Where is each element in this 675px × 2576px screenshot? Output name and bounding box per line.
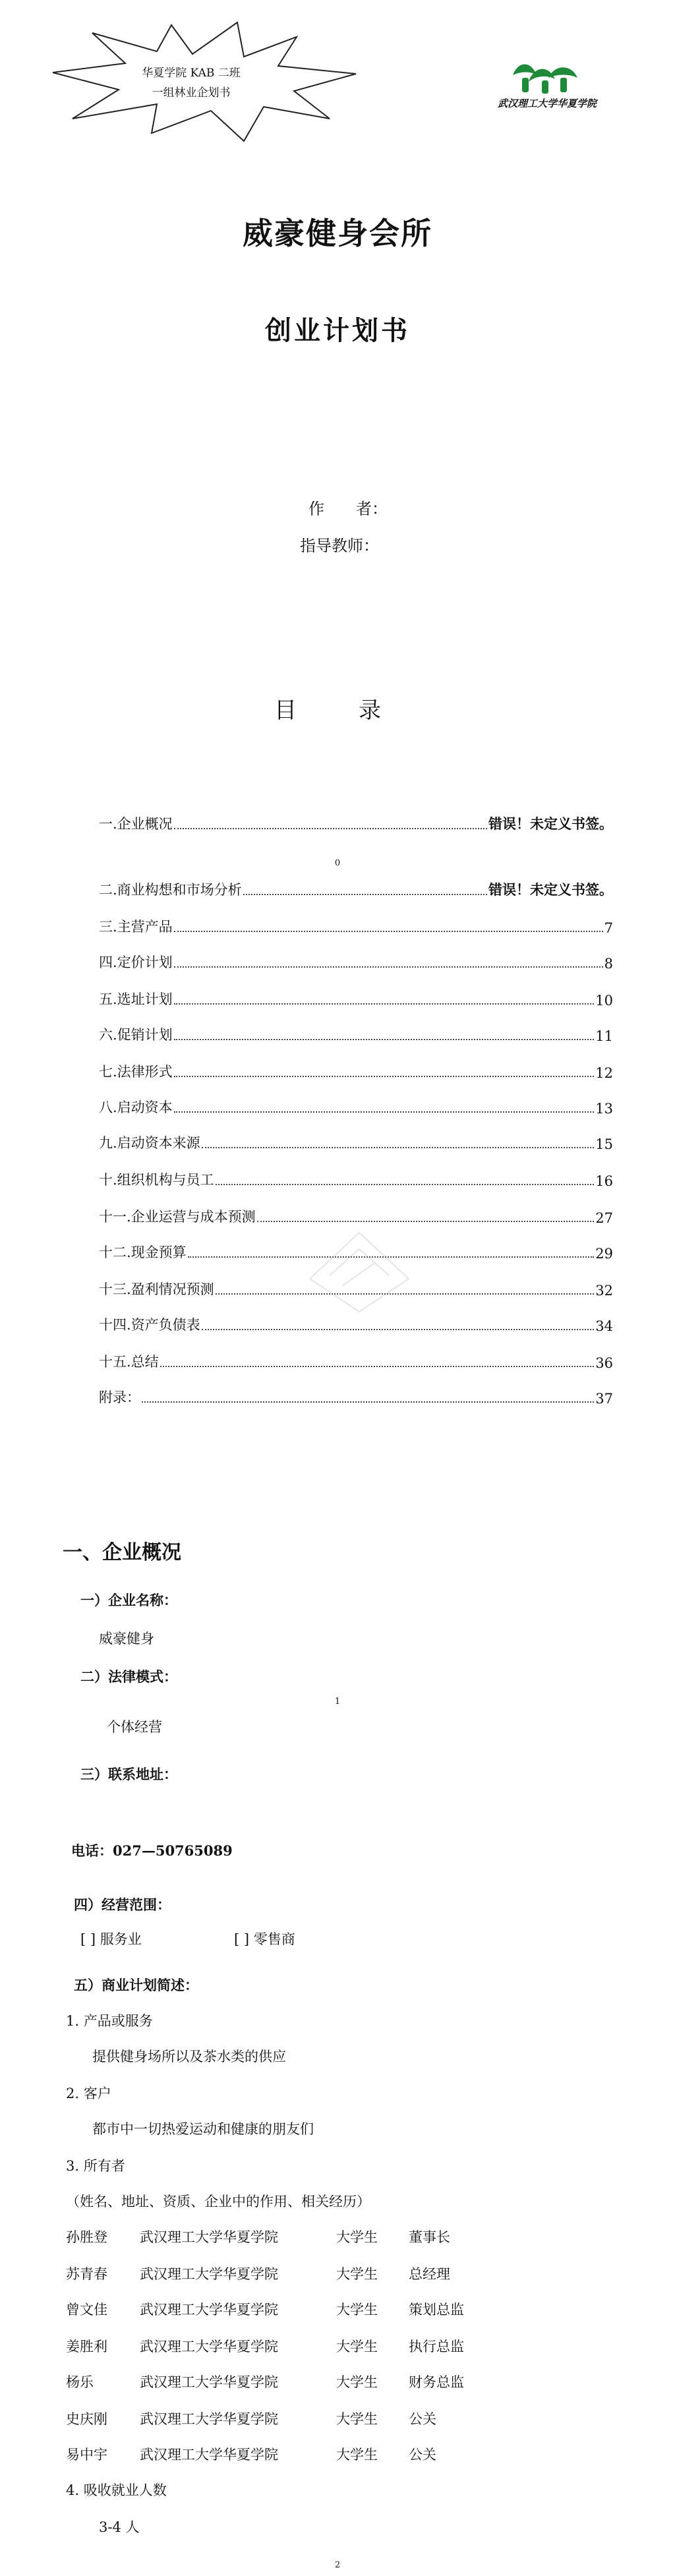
advisor-label: 指导教师： (300, 537, 379, 555)
toc-leader-dots (202, 1329, 595, 1330)
toc-entry[interactable] (99, 991, 613, 1009)
toc-entry-label: 五.选址计划 (99, 991, 173, 1007)
scope-option-retail[interactable]: [ ] 零售商 (234, 1931, 295, 1947)
item2-label: 2. 客户 (66, 2086, 111, 2101)
owner-name: 杨乐 (66, 2374, 94, 2390)
owner-school: 武汉理工大学华夏学院 (140, 2411, 278, 2427)
toc-leader-dots (174, 931, 603, 932)
toc-entry[interactable] (99, 1354, 613, 1371)
toc-entry-page: 11 (595, 1028, 613, 1044)
phone-text: 电话：027—50765089 (71, 1842, 233, 1859)
toc-entry-page: 34 (595, 1318, 613, 1334)
page-number: 2 (334, 2560, 341, 2570)
toc-entry-page: 32 (595, 1283, 613, 1299)
owner-role: 总经理 (409, 2266, 450, 2282)
toc-leader-dots (160, 1366, 595, 1367)
owner-degree: 大学生 (336, 2447, 378, 2463)
toc-entry[interactable] (99, 1390, 613, 1407)
toc-entry-label: 一.企业概况 (99, 816, 173, 832)
owner-degree: 大学生 (336, 2266, 378, 2282)
toc-entry-page: 29 (595, 1246, 613, 1262)
toc-leader-dots (216, 1184, 595, 1185)
toc-entry-page: 10 (595, 993, 613, 1009)
document-title: 威豪健身会所 (243, 216, 432, 251)
owner-school: 武汉理工大学华夏学院 (140, 2339, 278, 2355)
toc-leader-dots (174, 1111, 595, 1113)
toc-entry-page: 15 (595, 1136, 613, 1152)
toc-entry-label: 七.法律形式 (99, 1064, 173, 1080)
document-subtitle: 创业计划书 (265, 315, 410, 346)
toc-entry-label: 十三.盈利情况预测 (99, 1281, 214, 1297)
owner-school: 武汉理工大学华夏学院 (140, 2302, 278, 2318)
toc-entry-label: 十四.资产负债表 (99, 1317, 200, 1333)
owner-role: 董事长 (409, 2229, 450, 2245)
owner-role: 财务总监 (409, 2374, 464, 2390)
toc-entry-label: 八.启动资本 (99, 1099, 173, 1115)
toc-entry-page: 12 (595, 1065, 613, 1081)
address-label: 三）联系地址： (80, 1766, 177, 1782)
toc-leader-dots (243, 894, 487, 895)
toc-entry[interactable] (99, 1027, 613, 1044)
owner-role: 公关 (409, 2447, 436, 2463)
company-name-value: 威豪健身 (99, 1631, 154, 1647)
toc-entry[interactable] (99, 1172, 613, 1189)
toc-entry-label: 十二.现金预算 (99, 1244, 187, 1260)
toc-leader-dots (174, 1039, 595, 1040)
toc-leader-dots (174, 828, 487, 829)
item3-note: （姓名、地址、资质、企业中的作用、相关经历） (66, 2194, 370, 2210)
toc-entry-label: 九.启动资本来源 (99, 1135, 200, 1151)
toc-entry[interactable] (99, 816, 613, 833)
owner-degree: 大学生 (336, 2339, 378, 2355)
owner-name: 孙胜登 (66, 2229, 107, 2245)
toc-entry[interactable] (99, 1099, 613, 1117)
owner-role: 策划总监 (409, 2302, 464, 2318)
toc-entry-label: 四.定价计划 (99, 954, 173, 970)
toc-entry[interactable] (99, 919, 613, 936)
owner-school: 武汉理工大学华夏学院 (140, 2447, 278, 2463)
author-label: 作 者： (308, 500, 388, 518)
plan-brief-label: 五）商业计划简述： (74, 1977, 198, 1993)
toc-entry-page: 13 (595, 1101, 613, 1117)
item1-value: 提供健身场所以及茶水类的供应 (92, 2049, 286, 2064)
owner-name: 苏青春 (66, 2266, 107, 2282)
scope-label: 四）经营范围： (74, 1896, 171, 1913)
toc-leader-dots (142, 1401, 594, 1403)
item4-value: 3-4 人 (99, 2519, 140, 2535)
scope-option-service[interactable]: [ ] 服务业 (80, 1931, 142, 1947)
company-name-label: 一）企业名称： (80, 1592, 177, 1608)
toc-entry-page: 27 (595, 1210, 613, 1226)
legal-form-value: 个体经营 (107, 1719, 162, 1735)
toc-entry-page: 16 (595, 1173, 613, 1189)
badge-line-2: 一组林业企划书 (152, 86, 231, 100)
owner-degree: 大学生 (336, 2411, 378, 2427)
toc-entry-label: 十一.企业运营与成本预测 (99, 1209, 256, 1225)
badge-line-1: 华夏学院 KAB 二班 (142, 67, 241, 80)
toc-entry-page: 错误！未定义书签。 (488, 881, 613, 898)
toc-entry[interactable] (99, 954, 613, 972)
toc-leader-dots (174, 1003, 595, 1005)
owner-name: 姜胜利 (66, 2339, 107, 2355)
toc-entry-page: 36 (595, 1355, 613, 1371)
toc-entry[interactable] (99, 1064, 613, 1081)
owner-role: 公关 (409, 2411, 436, 2427)
toc-entry-label: 六.促销计划 (99, 1027, 173, 1043)
item1-label: 1. 产品或服务 (66, 2013, 153, 2029)
owner-degree: 大学生 (336, 2374, 378, 2390)
item4-label: 4. 吸收就业人数 (66, 2482, 167, 2498)
owner-name: 史庆刚 (66, 2411, 107, 2427)
toc-entry-label: 附录： (99, 1390, 140, 1405)
toc-leader-dots (174, 1076, 595, 1077)
owner-name: 曾文佳 (66, 2302, 107, 2318)
watermark-icon (297, 1206, 422, 1318)
owner-degree: 大学生 (336, 2229, 378, 2245)
section-heading: 一、企业概况 (63, 1541, 181, 1564)
owner-school: 武汉理工大学华夏学院 (140, 2229, 278, 2245)
owner-role: 执行总监 (409, 2339, 464, 2355)
legal-form-label: 二）法律模式： (80, 1668, 177, 1685)
owner-name: 易中宇 (66, 2447, 107, 2463)
item2-value: 都市中一切热爱运动和健康的朋友们 (92, 2121, 314, 2137)
toc-heading: 目 录 (274, 697, 401, 724)
toc-entry-label: 二.商业构想和市场分析 (99, 882, 242, 898)
toc-leader-dots (174, 966, 603, 968)
toc-entry[interactable] (99, 882, 613, 899)
toc-entry-label: 十五.总结 (99, 1354, 159, 1370)
toc-entry[interactable] (99, 1135, 613, 1152)
school-name: 武汉理工大学华夏学院 (497, 98, 597, 109)
owner-school: 武汉理工大学华夏学院 (140, 2374, 278, 2390)
toc-entry-page: 7 (604, 920, 613, 936)
toc-entry-label: 三.主营产品 (99, 919, 173, 935)
toc-leader-dots (202, 1147, 595, 1148)
item3-label: 3. 所有者 (66, 2158, 125, 2174)
toc-entry-page: 37 (595, 1391, 613, 1407)
owner-school: 武汉理工大学华夏学院 (140, 2266, 278, 2282)
page-number: 1 (334, 1697, 341, 1707)
toc-entry-page: 8 (604, 956, 613, 972)
page-number: 0 (334, 858, 341, 868)
toc-entry[interactable] (99, 1317, 613, 1334)
star-badge-text (105, 63, 277, 103)
owner-degree: 大学生 (336, 2302, 378, 2318)
toc-entry-label: 十.组织机构与员工 (99, 1172, 214, 1188)
toc-entry-page: 错误！未定义书签。 (488, 815, 613, 832)
